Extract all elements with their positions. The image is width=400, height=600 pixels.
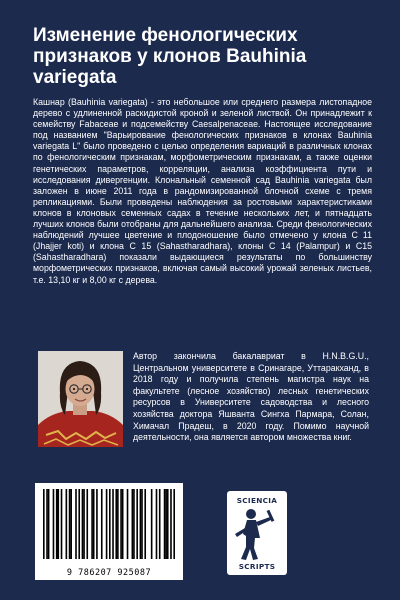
barcode-bar xyxy=(127,489,129,559)
barcode-bar xyxy=(136,489,138,559)
barcode-bar xyxy=(78,489,80,559)
barcode-bar xyxy=(115,489,117,559)
barcode-bar xyxy=(144,489,146,559)
barcode-bar xyxy=(122,489,124,559)
barcode-bar xyxy=(66,489,68,559)
barcode-bar xyxy=(82,489,84,559)
barcode-bar xyxy=(93,489,95,559)
barcode-bar xyxy=(70,489,72,559)
barcode-bar xyxy=(83,489,85,559)
isbn-barcode xyxy=(35,483,183,580)
barcode-bar xyxy=(141,489,143,559)
book-description: Кашнар (Bauhinia variegata) - это небольшое или среднего размера листопадное дерево с удлиненной раскидистой кроной и зеленой листвой. Он принадлежит к семейству Fabaceae и подсемейству Caesalpenaceae. Настоящее исследование под названием "Варьирование фенологических признаков в клонах Bauhinia variegata L" было проведено с целью определения вариаций в различных клонах по фенологическим признакам, морфометрическим признакам, а также оценки генетических параметров, корреляции, анализа коэффициента пути и исследования дивергенции. Клональный семенной сад Bauhinia variegata был заложен в июне 2011 года в рандомизированной блочной схеме с тремя репликациями. Были проведены наблюдения за ростовыми характеристиками клонов в клоновых семенных садах в течение нескольких лет, и пятнадцать лучших клонов были отобраны для дальнейшего анализа. Среди фенологических наблюдений лучшее цветение и плодоношение было отмечено у клона C 11 (Jhajjer koti) и клона C 15 (Sahastharadhara), клоны C 14 (Palampur) и C15 (Sahastharadhara) показали выдающиеся результаты по большинству морфометрических признаков, включая самый высокий урожай зеленых листьев, т.е. 13,10 кг и 8,00 кг с дерева. xyxy=(33,97,372,285)
barcode-bar xyxy=(69,489,71,559)
barcode-bar xyxy=(53,489,55,559)
barcode-bar xyxy=(61,489,63,559)
barcode-bar xyxy=(132,489,134,559)
author-photo xyxy=(38,351,123,447)
barcode-bar xyxy=(109,489,111,559)
barcode-bar xyxy=(57,489,59,559)
barcode-bar xyxy=(151,489,153,559)
publisher-name-top: SCIENCIA xyxy=(236,496,278,505)
barcode-bar xyxy=(140,489,142,559)
author-bio: Автор закончила бакалавриат в H.N.B.G.U., Центральном университете в Сринагаре, Уттаракханд, в 2018 году и получила степень магистра наук на факультете (лесное хозяйство) лесных генетических ресурсов в Университете садоводства и лесного хозяйства доктора Яшванта Сингха Пармара, Солан, Химачал Прадеш, в 2020 году. Помимо научной деятельности, она является автором множества книг. xyxy=(133,351,369,443)
barcode-bar xyxy=(91,489,93,559)
barcode-bar xyxy=(106,489,108,559)
barcode-bar xyxy=(48,489,50,559)
barcode-bar xyxy=(164,489,166,559)
barcode-bar xyxy=(112,489,114,559)
scientist-silhouette-icon xyxy=(227,504,287,564)
author-portrait-icon xyxy=(38,351,123,447)
barcode-bar xyxy=(170,489,172,559)
barcode-bar xyxy=(120,489,122,559)
barcode-bar xyxy=(43,489,45,559)
barcode-bar xyxy=(165,489,167,559)
barcode-bars xyxy=(35,483,183,563)
barcode-bar xyxy=(96,489,98,559)
barcode-bar xyxy=(117,489,119,559)
publisher-name-bottom: SCRIPTS xyxy=(238,562,276,571)
barcode-bar xyxy=(167,489,169,559)
barcode-bar xyxy=(56,489,58,559)
barcode-bar xyxy=(156,489,158,559)
isbn-digits: 9 786207 925087 xyxy=(66,568,152,578)
publisher-logo xyxy=(227,491,287,575)
barcode-bar xyxy=(75,489,77,559)
barcode-bar xyxy=(159,489,161,559)
barcode-bar xyxy=(86,489,88,559)
barcode-bar xyxy=(46,489,48,559)
barcode-bar xyxy=(101,489,103,559)
barcode-bar xyxy=(173,489,175,559)
book-title: Изменение фенологических признаков у клонов Bauhinia variegata xyxy=(33,25,307,88)
barcode-bar xyxy=(133,489,135,559)
